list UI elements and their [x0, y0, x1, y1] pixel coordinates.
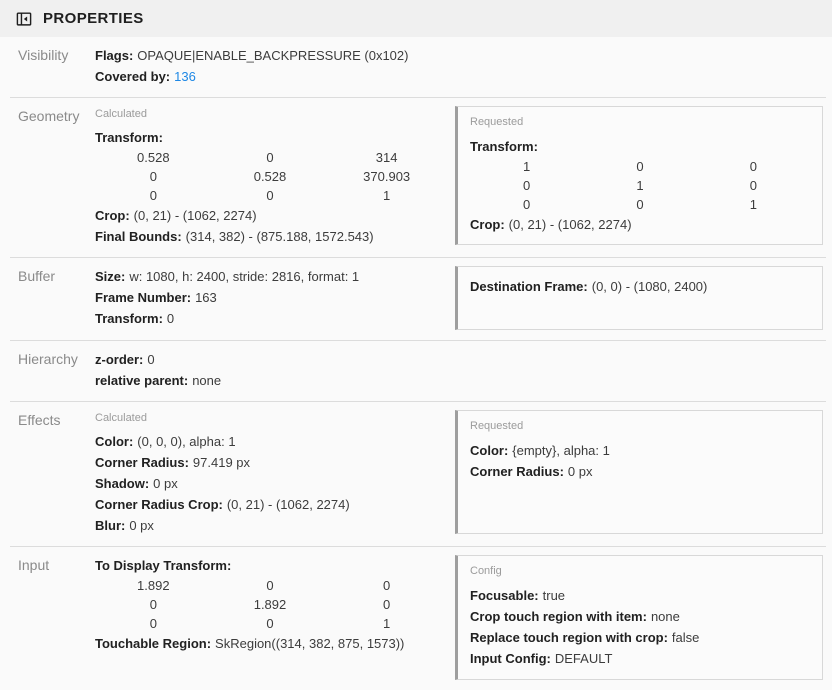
prop-key: Replace touch region with crop:: [470, 630, 668, 645]
transform-label: [470, 136, 810, 157]
prop-key: Color:: [95, 434, 134, 449]
prop-value: DEFAULT: [554, 651, 613, 666]
calculated-transform-matrix: [95, 148, 445, 205]
frame-number-line: [95, 287, 445, 308]
properties-header: [0, 0, 832, 37]
prop-value: 0: [147, 352, 155, 367]
prop-key: relative parent:: [95, 373, 189, 388]
prop-value: 0: [166, 311, 175, 326]
group-label-calculated: Calculated: [95, 412, 147, 424]
section-buffer: [0, 258, 832, 340]
matrix-cell: 0: [266, 578, 274, 593]
corner-radius-line: [95, 452, 445, 473]
visibility-properties: [95, 45, 823, 87]
prop-key: Touchable Region:: [95, 636, 212, 651]
section-label-input: Input: [18, 557, 50, 573]
prop-key: Transform:: [95, 311, 163, 326]
group-label-config: Config: [470, 565, 502, 577]
final-bounds-line: [95, 226, 445, 247]
matrix-cell: 0: [523, 197, 531, 212]
section-visibility: [0, 37, 832, 97]
matrix-cell: 1.892: [137, 578, 170, 593]
section-label-effects: Effects: [18, 412, 61, 428]
left-panel-close-icon-svg: [15, 10, 33, 28]
prop-key: Color:: [470, 443, 509, 458]
prop-value: 0 px: [129, 518, 154, 533]
prop-key: Crop touch region with item:: [470, 609, 647, 624]
properties-content: [0, 37, 832, 690]
section-label-geometry: Geometry: [18, 108, 80, 124]
prop-key: Crop:: [95, 208, 130, 223]
matrix-cell: 0: [749, 159, 757, 174]
prop-value: true: [542, 588, 566, 603]
prop-key: Destination Frame:: [470, 279, 588, 294]
matrix-cell: 0: [266, 616, 274, 631]
matrix-cell: 0: [149, 616, 157, 631]
prop-value: false: [671, 630, 700, 645]
page-title: PROPERTIES: [43, 10, 144, 27]
prop-value: (0, 21) - (1062, 2274): [226, 497, 350, 512]
crop-line: [470, 214, 810, 235]
requested-transform-matrix: [470, 157, 810, 214]
prop-value: (0, 0, 0), alpha: 1: [137, 434, 236, 449]
prop-value: 163: [195, 290, 217, 305]
matrix-cell: 0: [749, 178, 757, 193]
prop-key: Transform:: [95, 130, 163, 145]
prop-key: Transform:: [470, 139, 538, 154]
prop-key: Covered by:: [95, 69, 171, 84]
input-config-line: [470, 648, 810, 669]
blur-line: [95, 515, 445, 536]
prop-key: Focusable:: [470, 588, 539, 603]
group-label-requested: Requested: [470, 116, 524, 128]
prop-key: To Display Transform:: [95, 558, 232, 573]
section-label-buffer: Buffer: [18, 268, 56, 284]
color-line: [470, 440, 810, 461]
prop-key: Size:: [95, 269, 126, 284]
prop-key: Crop:: [470, 217, 505, 232]
matrix-cell: 0: [149, 597, 157, 612]
hierarchy-properties: [95, 349, 823, 391]
prop-value: 97.419 px: [192, 455, 251, 470]
focusable-line: [470, 585, 810, 606]
matrix-cell: 0: [149, 169, 157, 184]
prop-value: (314, 382) - (875.188, 1572.543): [185, 229, 374, 244]
matrix-cell: 0: [383, 597, 391, 612]
matrix-cell: 0: [523, 178, 531, 193]
section-hierarchy: [0, 341, 832, 401]
matrix-cell: 0: [636, 159, 644, 174]
matrix-cell: 0: [266, 188, 274, 203]
prop-value: none: [650, 609, 680, 624]
matrix-cell: 1: [383, 616, 391, 631]
buffer-properties: [95, 266, 455, 330]
requested-box-effects: [455, 410, 823, 534]
prop-value: 0 px: [153, 476, 178, 491]
prop-key: Blur:: [95, 518, 126, 533]
color-line: [95, 431, 445, 452]
shadow-line: [95, 473, 445, 494]
corner-radius-line: [470, 461, 810, 482]
corner-radius-crop-line: [95, 494, 445, 515]
prop-key: Input Config:: [470, 651, 551, 666]
section-label-visibility: Visibility: [18, 47, 69, 63]
touchable-region-line: [95, 633, 445, 654]
transform-line: [95, 308, 445, 329]
to-display-transform-label: [95, 555, 445, 576]
matrix-cell: 1: [523, 159, 531, 174]
transform-label: [95, 127, 445, 148]
destination-frame-line: [470, 276, 810, 297]
covered-by-link[interactable]: 136: [174, 69, 196, 84]
matrix-cell: 0.528: [253, 169, 287, 184]
prop-key: Final Bounds:: [95, 229, 182, 244]
matrix-cell: 0: [149, 188, 157, 203]
prop-value: w: 1080, h: 2400, stride: 2816, format: 1: [129, 269, 360, 284]
prop-key: z-order:: [95, 352, 144, 367]
geometry-calculated: [95, 106, 455, 247]
replace-touch-region-line: [470, 627, 810, 648]
prop-value: (0, 21) - (1062, 2274): [133, 208, 257, 223]
to-display-transform-matrix: [95, 576, 445, 633]
prop-key: Flags:: [95, 48, 134, 63]
prop-key: Frame Number:: [95, 290, 192, 305]
section-geometry: [0, 98, 832, 257]
group-label-requested: Requested: [470, 420, 524, 432]
matrix-cell: 1: [636, 178, 644, 193]
matrix-cell: 0: [383, 578, 391, 593]
covered-by-line: [95, 66, 813, 87]
prop-value: (0, 0) - (1080, 2400): [591, 279, 708, 294]
input-properties: [95, 555, 455, 680]
matrix-cell: 370.903: [363, 169, 411, 184]
prop-key: Shadow:: [95, 476, 150, 491]
group-label-calculated: Calculated: [95, 108, 147, 120]
crop-line: [95, 205, 445, 226]
left-panel-close-icon[interactable]: [14, 9, 34, 29]
section-effects: [0, 402, 832, 546]
prop-value: OPAQUE|ENABLE_BACKPRESSURE (0x102): [137, 48, 409, 63]
matrix-cell: 1: [749, 197, 757, 212]
prop-value: {empty}, alpha: 1: [512, 443, 610, 458]
prop-key: Corner Radius:: [470, 464, 564, 479]
prop-key: Corner Radius:: [95, 455, 189, 470]
size-line: [95, 266, 445, 287]
prop-value: 0 px: [567, 464, 593, 479]
relative-parent-line: [95, 370, 813, 391]
destination-frame-box: [455, 266, 823, 330]
prop-key: Corner Radius Crop:: [95, 497, 223, 512]
effects-requested: [455, 410, 823, 536]
section-input: [0, 547, 832, 690]
matrix-cell: 0: [636, 197, 644, 212]
buffer-requested: [455, 266, 823, 330]
geometry-requested: [455, 106, 823, 247]
effects-calculated: [95, 410, 455, 536]
matrix-cell: 1: [383, 188, 391, 203]
requested-box-geometry: [455, 106, 823, 245]
crop-touch-region-line: [470, 606, 810, 627]
flags-line: [95, 45, 813, 66]
matrix-cell: 314: [375, 150, 398, 165]
z-order-line: [95, 349, 813, 370]
matrix-cell: 0.528: [137, 150, 170, 165]
prop-value: SkRegion((314, 382, 875, 1573)): [215, 636, 405, 651]
prop-value: none: [192, 373, 222, 388]
section-label-hierarchy: Hierarchy: [18, 351, 78, 367]
prop-value: (0, 21) - (1062, 2274): [508, 217, 632, 232]
matrix-cell: 1.892: [253, 597, 287, 612]
matrix-cell: 0: [266, 150, 274, 165]
input-config: [455, 555, 823, 680]
config-box: [455, 555, 823, 680]
